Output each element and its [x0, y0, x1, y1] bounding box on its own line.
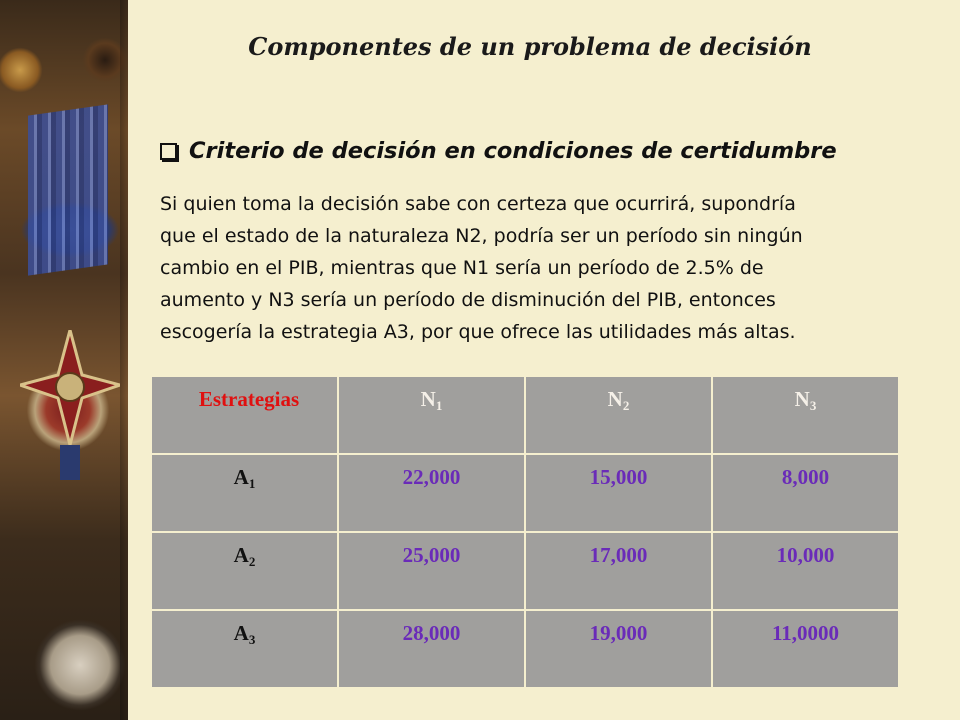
medal-cross-icon	[20, 330, 120, 480]
table-cell: 11,0000	[712, 610, 899, 688]
table-cell: 25,000	[338, 532, 525, 610]
row-label-a3: $A_3$	[151, 610, 338, 688]
column-header-n2: $N_2$	[525, 376, 712, 454]
column-header-n3: $N_3$	[712, 376, 899, 454]
section-heading	[160, 138, 940, 164]
slide-title: Componentes de un problema de decisión	[248, 32, 812, 61]
paragraph-line: aumento y N3 sería un período de disminución del PIB, entonces	[160, 289, 776, 311]
paragraph-line: cambio en el PIB, mientras que N1 sería un período de 2.5% de	[160, 257, 764, 279]
paragraph-line: escogería la estrategia A3, por que ofrece las utilidades más altas.	[160, 321, 796, 343]
body-paragraph	[160, 188, 920, 348]
checkbox-bullet-icon	[160, 143, 177, 160]
row-label-a1: $A_1$	[151, 454, 338, 532]
table-cell: 15,000	[525, 454, 712, 532]
table-cell: 17,000	[525, 532, 712, 610]
row-label-a2: $A_2$	[151, 532, 338, 610]
paragraph-line: que el estado de la naturaleza N2, podría ser un período sin ningún	[160, 225, 803, 247]
table-row	[151, 610, 899, 688]
section-heading-text: Criterio de decisión en condiciones de certidumbre	[189, 138, 837, 164]
table-cell: 8,000	[712, 454, 899, 532]
table-cell: 28,000	[338, 610, 525, 688]
table-cell: 10,000	[712, 532, 899, 610]
table-row	[151, 532, 899, 610]
table-cell: 19,000	[525, 610, 712, 688]
ribbon-decoration	[28, 104, 108, 275]
table-cell: 22,000	[338, 454, 525, 532]
strategy-payoff-table	[150, 375, 900, 689]
table-row	[151, 454, 899, 532]
decorative-side-image	[0, 0, 128, 720]
paragraph-line: Si quien toma la decisión sabe con certeza que ocurrirá, supondría	[160, 193, 796, 215]
column-header-n1: $N_1$	[338, 376, 525, 454]
corner-label: Estrategias	[151, 376, 338, 454]
table-header-row	[151, 376, 899, 454]
